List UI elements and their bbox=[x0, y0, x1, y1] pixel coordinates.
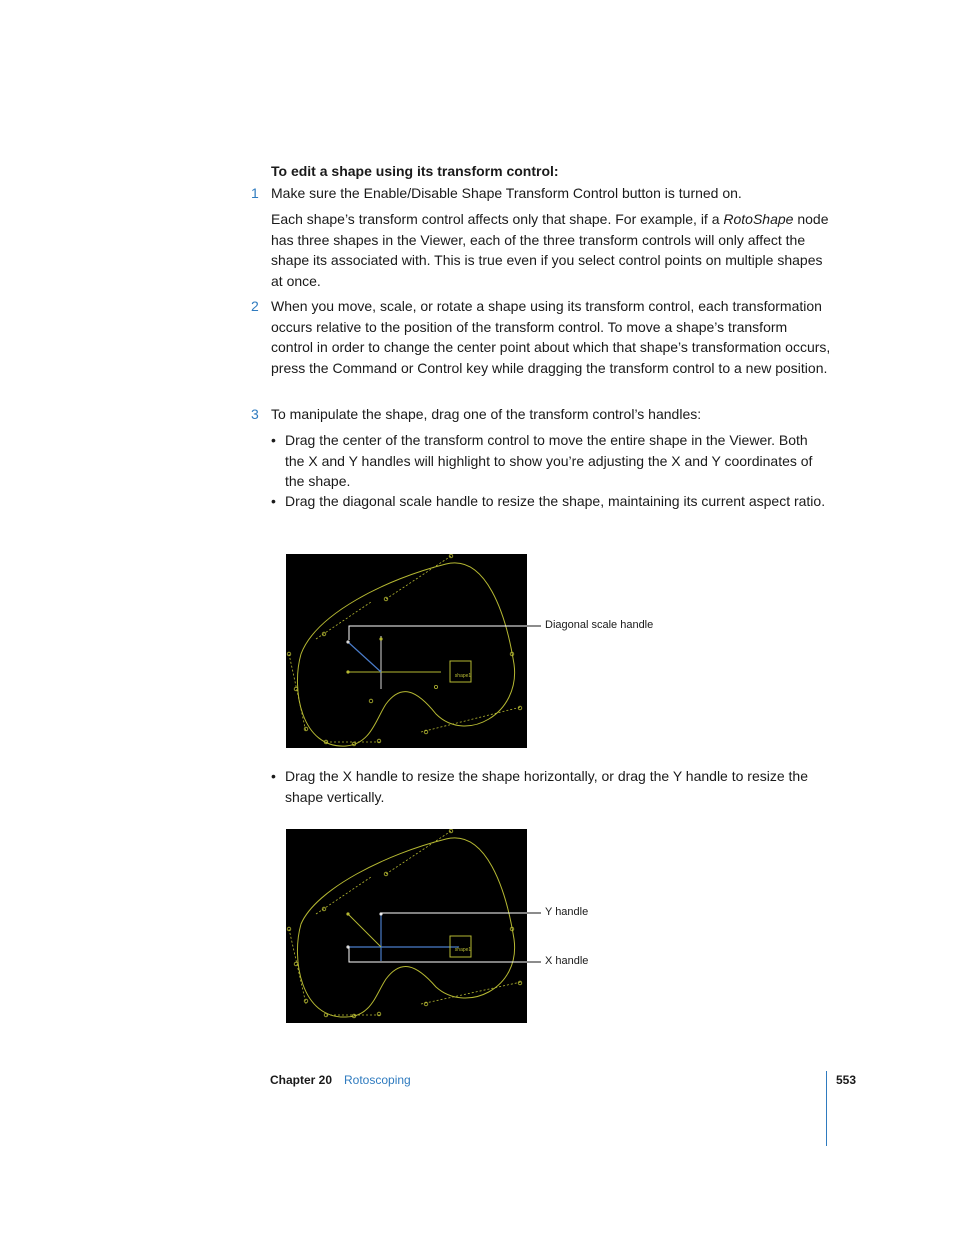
note-italic: RotoShape bbox=[723, 211, 794, 227]
callout-y-handle: Y handle bbox=[545, 906, 589, 918]
procedure-heading: To edit a shape using its transform control: bbox=[271, 163, 559, 179]
step-number: 3 bbox=[251, 406, 259, 422]
shape-label: shape1 bbox=[454, 947, 472, 953]
note-text-after: node has three shapes in the Viewer, each of the three transform controls will only affect the shape its associated with. This is true even if you select control points on multiple shapes at once. bbox=[271, 211, 829, 289]
step-number: 1 bbox=[251, 185, 259, 201]
footer-section-link[interactable]: Rotoscoping bbox=[344, 1073, 411, 1087]
shape-label: shape1 bbox=[454, 673, 472, 679]
footer-divider bbox=[826, 1071, 827, 1146]
step-text: When you move, scale, or rotate a shape using its transform control, each transformation occurs relative to the position of the transform control. To move a shape’s transform control in order to change the center point about which that shape’s transformation occurs, press the Command or Control key while dragging the transform control to a new position. bbox=[271, 298, 831, 376]
note-text-before: Each shape’s transform control affects only that shape. For example, if a bbox=[271, 211, 724, 227]
footer-chapter: Chapter 20 bbox=[270, 1073, 333, 1087]
bullet-item: Drag the diagonal scale handle to resize the shape, maintaining its current aspect ratio. bbox=[285, 493, 826, 509]
page-number: 553 bbox=[836, 1073, 857, 1087]
bullet-item: Drag the X handle to resize the shape horizontally, or drag the Y handle to resize the shape vertically. bbox=[285, 768, 808, 805]
bullet-item: Drag the center of the transform control to move the entire shape in the Viewer. Both the X and Y handles will highlight to show you’re adjusting the X and Y coordinates of the shape. bbox=[285, 432, 813, 489]
bullet-marker: • bbox=[271, 432, 276, 448]
bullet-marker: • bbox=[271, 493, 276, 509]
callout-x-handle: X handle bbox=[545, 955, 589, 967]
step-text: To manipulate the shape, drag one of the transform control’s handles: bbox=[271, 406, 702, 422]
callout-diagonal-scale-handle: Diagonal scale handle bbox=[545, 619, 654, 631]
bullet-marker: • bbox=[271, 768, 276, 784]
step-text: Make sure the Enable/Disable Shape Transform Control button is turned on. bbox=[271, 185, 742, 201]
step-number: 2 bbox=[251, 298, 259, 314]
